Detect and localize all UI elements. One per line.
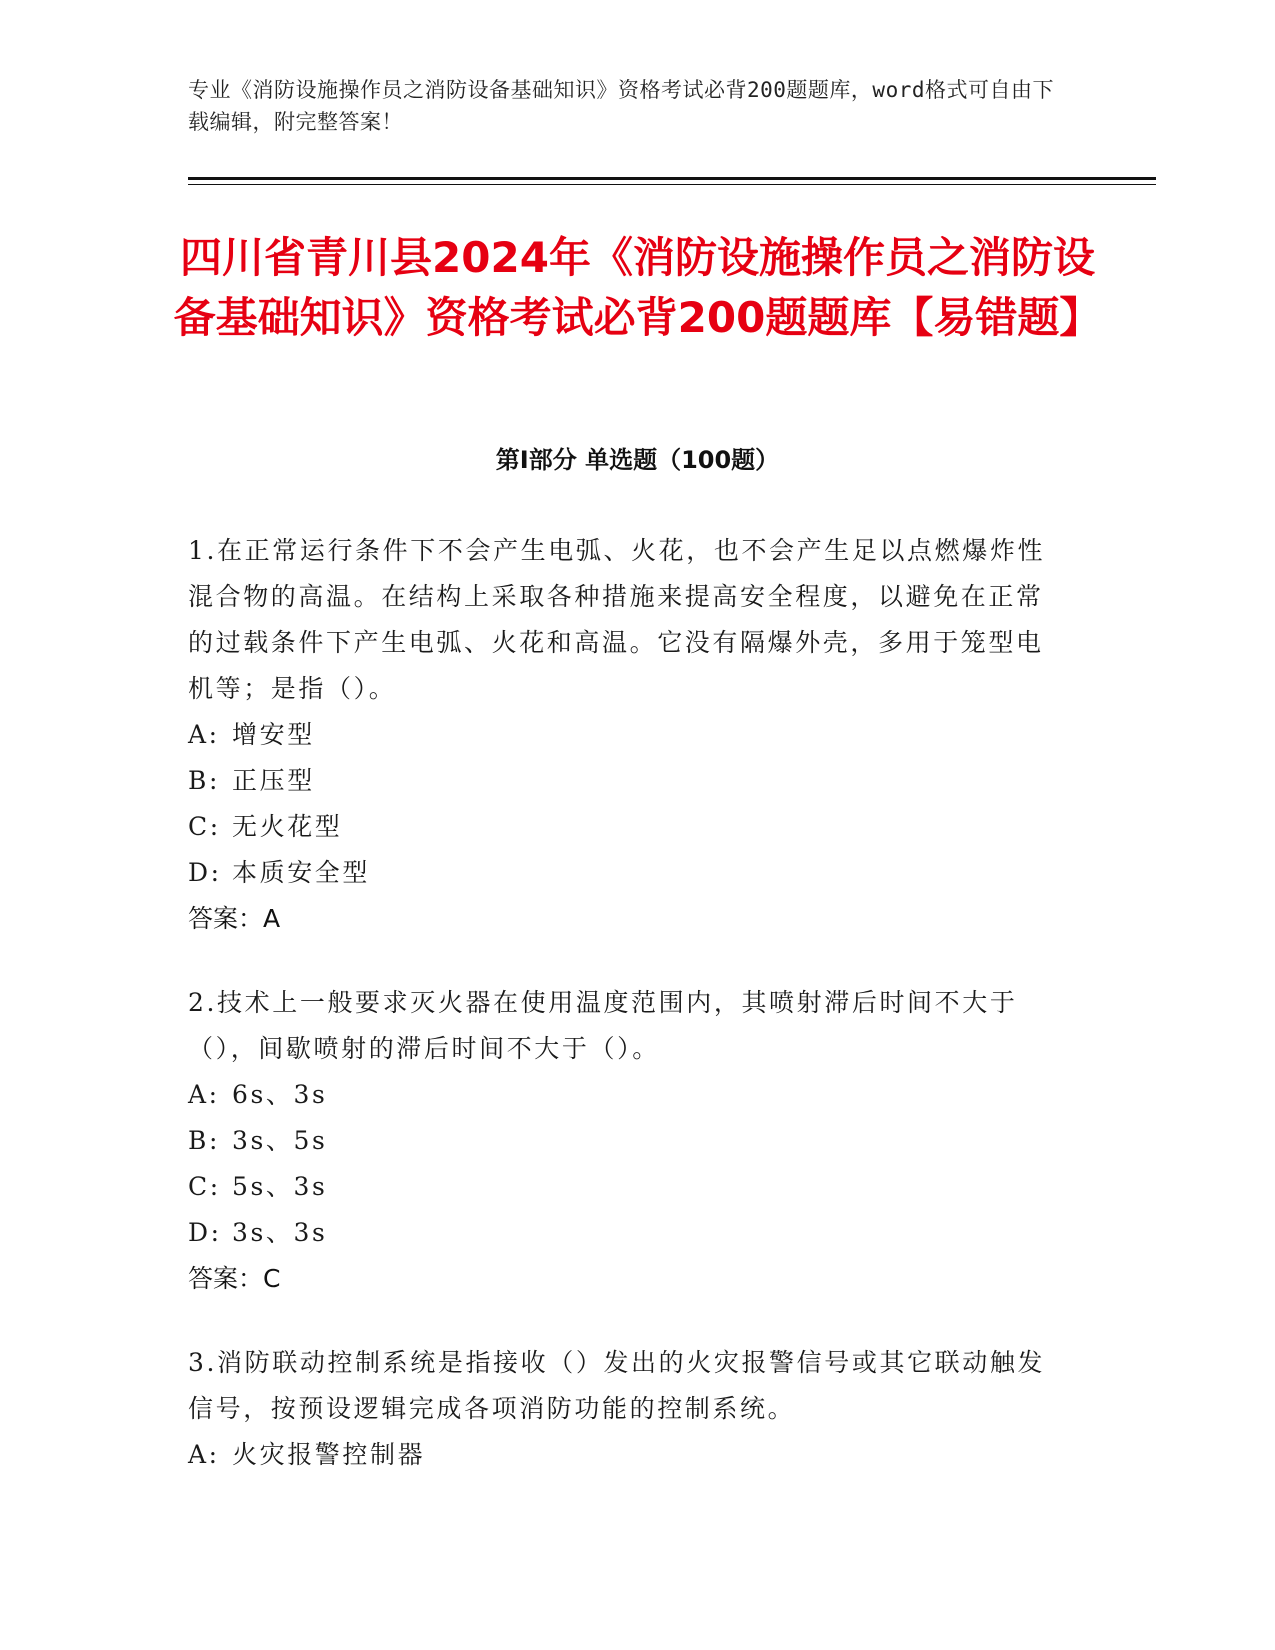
option-text: 增安型 — [232, 720, 315, 749]
answer-value: A — [263, 904, 281, 933]
question-stem: 2.技术上一般要求灭火器在使用温度范围内，其喷射滞后时间不大于（），间歇喷射的滞后时间不大于（）。 — [188, 988, 1018, 1063]
question-stem: 3.消防联动控制系统是指接收（）发出的火灾报警信号或其它联动触发信号，按预设逻辑完成各项消防功能的控制系统。 — [188, 1348, 1046, 1423]
option-letter: A: — [188, 1440, 220, 1469]
option-c — [188, 804, 1068, 850]
section-heading: 第I部分 单选题（100题） — [495, 446, 780, 474]
option-d — [188, 850, 1068, 896]
option-letter: C: — [188, 1172, 221, 1201]
option-text: 3s、5s — [232, 1126, 328, 1155]
option-b — [188, 758, 1068, 804]
option-letter: A: — [188, 1080, 220, 1109]
question-item-1 — [188, 528, 1068, 942]
question-item-2 — [188, 980, 1068, 1302]
option-text: 火灾报警控制器 — [232, 1440, 426, 1469]
option-c — [188, 1164, 1068, 1210]
option-a — [188, 1072, 1068, 1118]
document-title: 四川省青川县2024年《消防设施操作员之消防设备基础知识》资格考试必背200题题库【易错题】 — [173, 233, 1102, 342]
option-a — [188, 712, 1068, 758]
header-note: 专业《消防设施操作员之消防设备基础知识》资格考试必背200题题库，word格式可自由下载编辑，附完整答案！ — [188, 78, 1054, 134]
header-divider-thin — [188, 184, 1156, 185]
answer-line — [188, 896, 1068, 942]
option-a — [188, 1432, 1068, 1478]
answer-value: C — [263, 1264, 281, 1293]
answer-label: 答案： — [188, 1264, 264, 1293]
option-letter: A: — [188, 720, 220, 749]
option-b — [188, 1118, 1068, 1164]
option-d — [188, 1210, 1068, 1256]
option-letter: B: — [188, 766, 220, 795]
option-letter: D: — [188, 858, 222, 887]
option-text: 本质安全型 — [232, 858, 371, 887]
question-stem: 1.在正常运行条件下不会产生电弧、火花，也不会产生足以点燃爆炸性混合物的高温。在结构上采取各种措施来提高安全程度，以避免在正常的过载条件下产生电弧、火花和高温。它没有隔爆外壳，多用于笼型电机等；是指（）。 — [188, 536, 1046, 703]
header-divider-thick — [188, 177, 1156, 180]
option-text: 正压型 — [232, 766, 315, 795]
option-text: 6s、3s — [232, 1080, 328, 1109]
question-item-3 — [188, 1340, 1068, 1478]
option-text: 3s、3s — [232, 1218, 328, 1247]
option-letter: B: — [188, 1126, 220, 1155]
answer-line — [188, 1256, 1068, 1302]
question-list — [188, 528, 1068, 1516]
option-letter: C: — [188, 812, 221, 841]
option-text: 5s、3s — [232, 1172, 328, 1201]
answer-label: 答案： — [188, 904, 264, 933]
option-text: 无火花型 — [232, 812, 343, 841]
option-letter: D: — [188, 1218, 222, 1247]
